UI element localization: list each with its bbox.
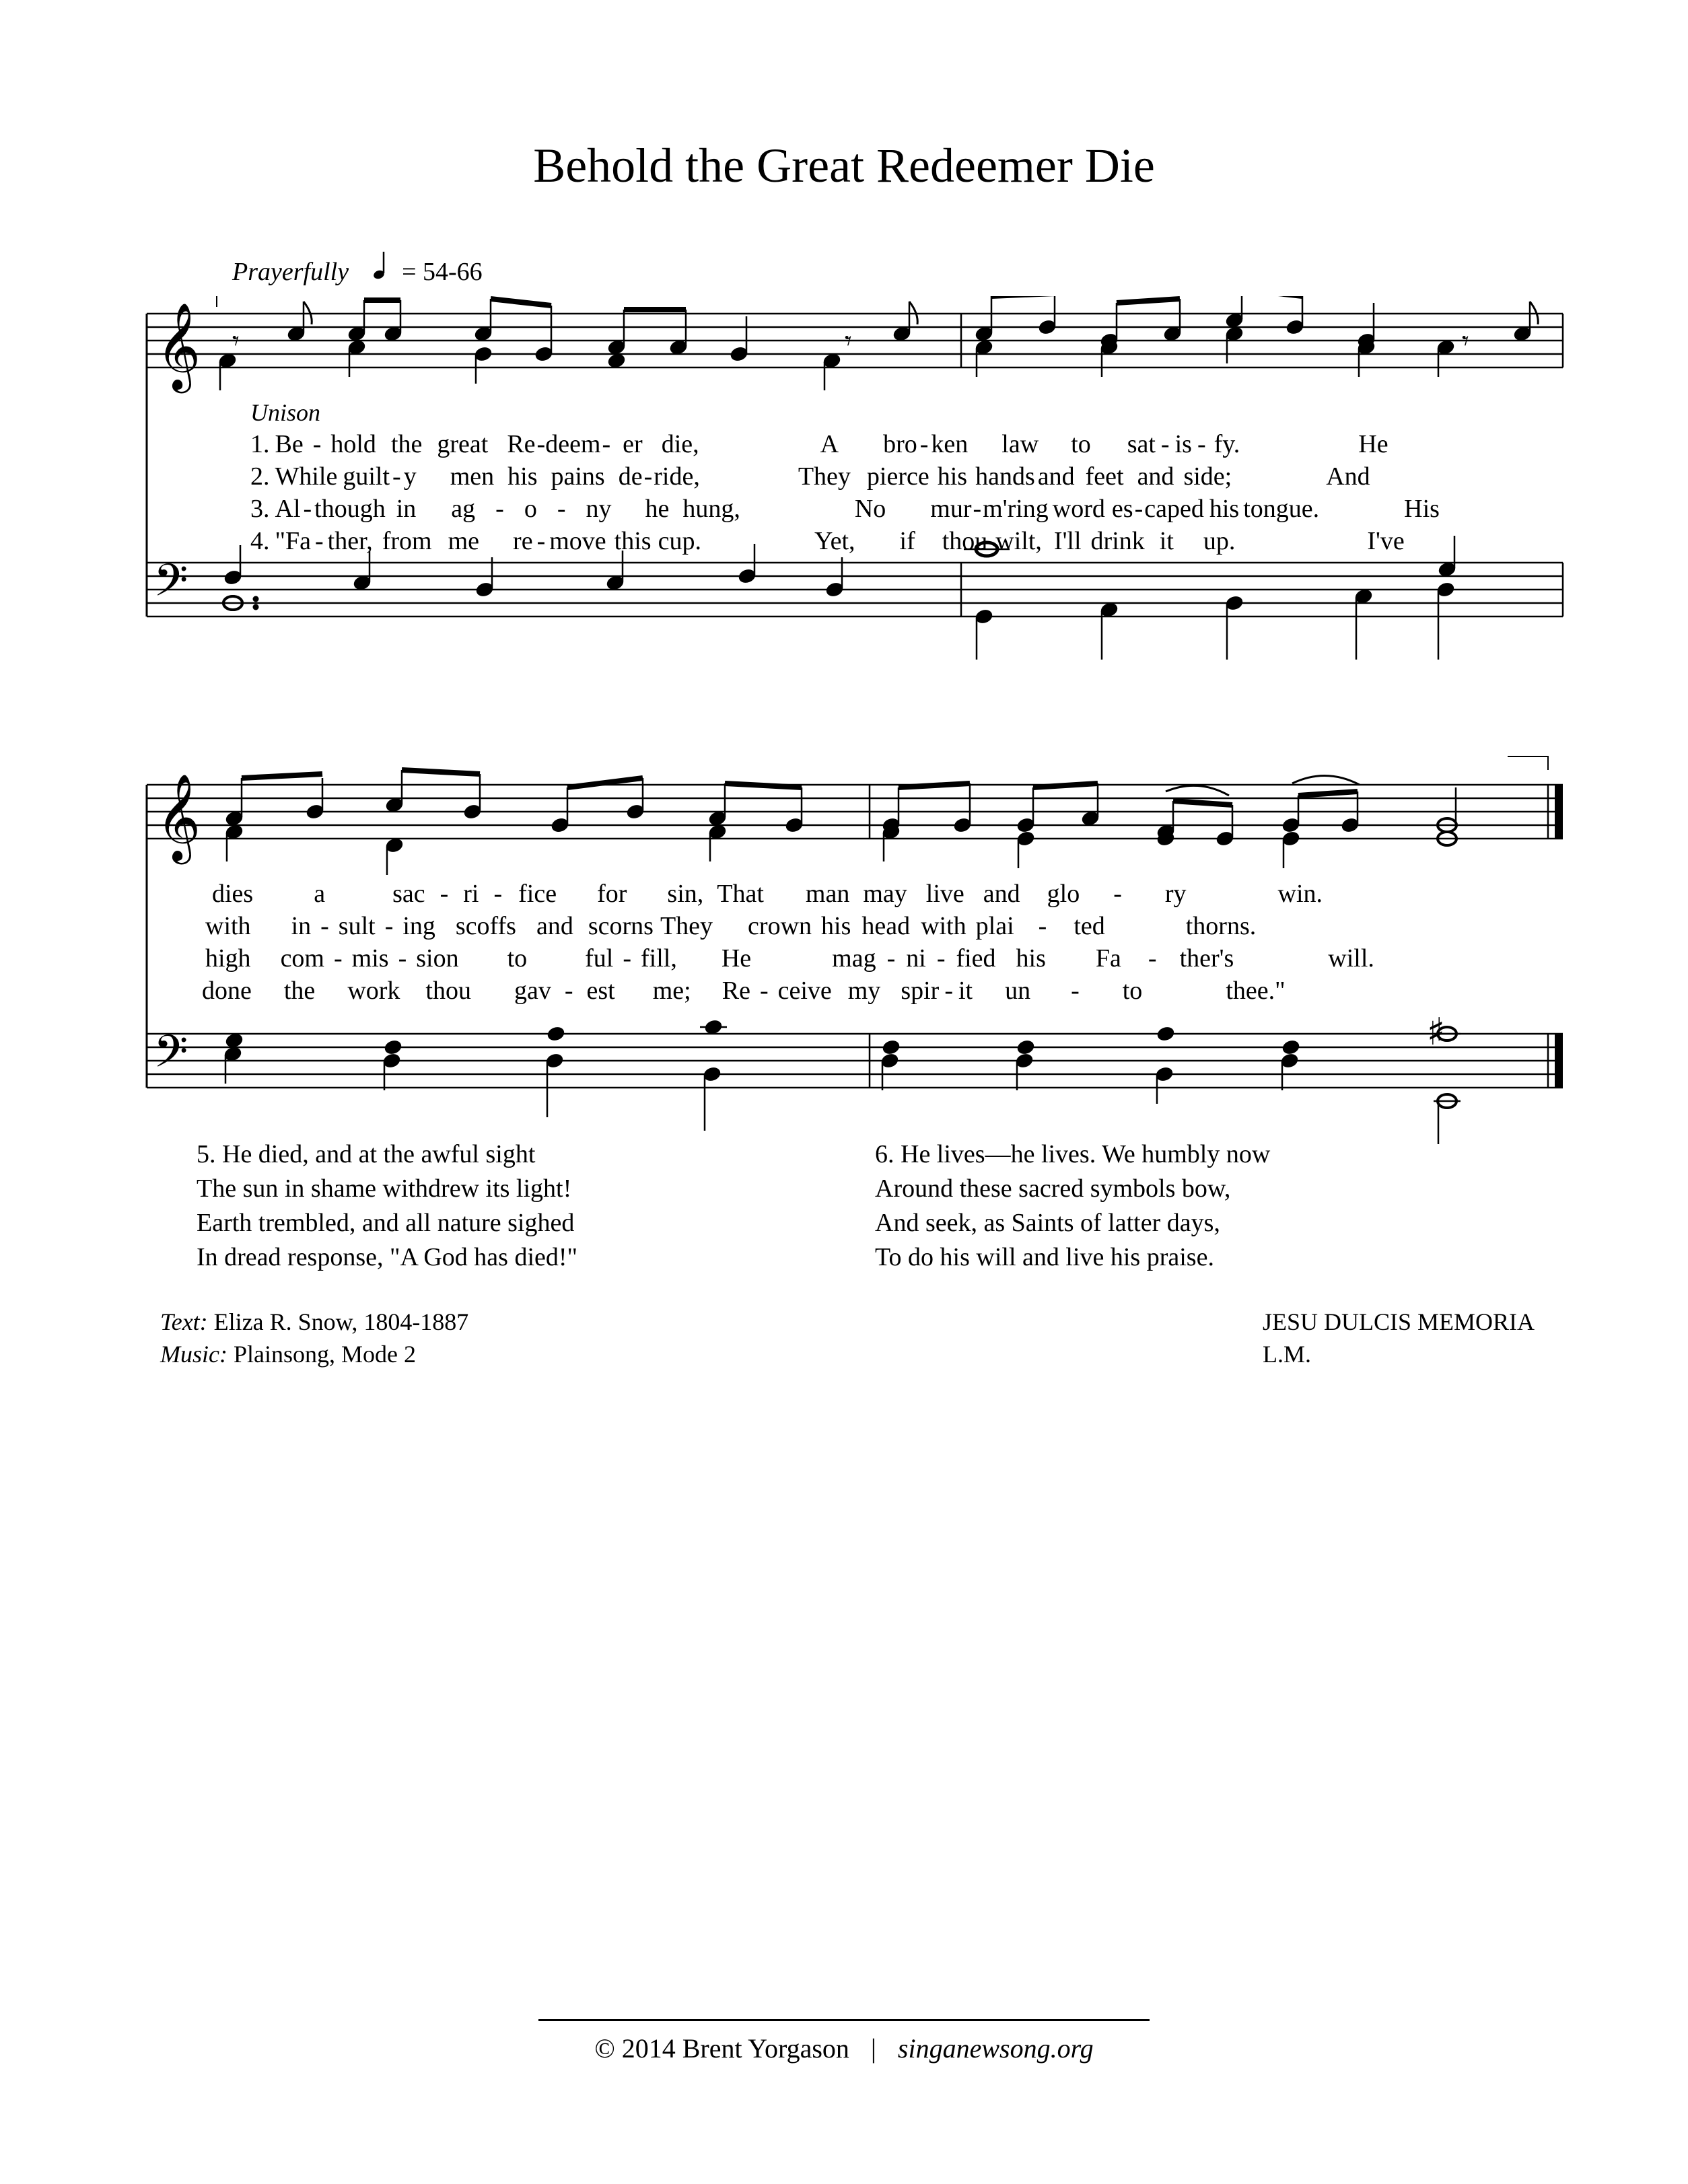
eighth-rest-icon: 𝄾: [1462, 326, 1469, 357]
treble-notes-2: [225, 770, 1456, 875]
treble-clef-icon: 𝄞: [156, 302, 201, 390]
verse-2-line-1: 2. While guilt - y men his pains de-ride, They pierce his hands and feet and side; And: [250, 462, 1370, 491]
text-credit: Text: Eliza R. Snow, 1804-1887: [160, 1308, 469, 1335]
eighth-rest-icon: 𝄾: [232, 326, 240, 357]
footer: [0, 2033, 1688, 2064]
tempo-expression: Prayerfully: [232, 258, 349, 286]
music-credit: Music: Plainsong, Mode 2: [160, 1341, 416, 1368]
treble-staff-1: [147, 314, 1563, 367]
tempo-marking: [232, 250, 483, 287]
verse-6: 6. He lives—he lives. We humbly now Around these sacred symbols bow, And seek, as Saints of latter days, To do his will and live his praise.: [875, 1140, 1271, 1271]
verse-4-line-1: 4. "Fa - ther, from me re - move this cup. Yet, if thou wilt, I'll drink it up. I've: [250, 527, 1405, 555]
treble-clef-icon: 𝄞: [156, 773, 201, 861]
bass-clef-icon: 𝄢: [153, 555, 188, 617]
sharp-icon: ♯: [1427, 1010, 1446, 1054]
treble-notes-1: [218, 296, 1539, 390]
verse-2-line-2: with in - sult - ing scoffs and scorns They crown his head with plai - ted thorns.: [205, 912, 1257, 940]
copyright-text: © 2014 Brent Yorgason: [594, 2033, 849, 2064]
unison-label: Unison: [250, 399, 321, 426]
footer-site-link[interactable]: singanewsong.org: [897, 2033, 1094, 2064]
verse-1-line-2: dies a sac - ri - fice for sin, That man may live and glo - ry win.: [212, 880, 1323, 908]
tune-name: JESU DULCIS MEMORIA: [1263, 1308, 1535, 1335]
verse-3-line-2: high com - mis - sion to ful - fill, He mag - ni - fied his Fa - ther's will.: [205, 944, 1374, 973]
verse-3-line-1: 3. Al - though in ag - o - ny he hung, No mur-m'ring word es-caped his tongue. His: [250, 495, 1440, 523]
bass-staff-2: [147, 1034, 1563, 1088]
verse-4-line-2: done the work thou gav - est me; Re - ceive my spir - it un - to thee.": [202, 977, 1286, 1005]
footer-separator: |: [870, 2033, 876, 2064]
bass-notes-2: [223, 1010, 1461, 1144]
verse-5: 5. He died, and at the awful sight The sun in shame withdrew its light! Earth trembled, and all nature sighed In dread response, "A God has died!": [197, 1140, 578, 1271]
phrase-bracket: [1508, 756, 1548, 770]
footer-rule: [538, 2019, 1150, 2021]
credits-right: [1263, 1306, 1535, 1370]
final-barline-thick: [1555, 785, 1563, 839]
bass-staff-1: [147, 563, 1563, 617]
phrase-bracket: [217, 296, 248, 307]
eighth-rest-icon: 𝄾: [845, 326, 852, 357]
quarter-note-icon: [373, 250, 388, 287]
bass-clef-icon: 𝄢: [153, 1026, 188, 1088]
meter: L.M.: [1263, 1341, 1311, 1368]
credits-left: [160, 1306, 468, 1370]
tempo-value: = 54-66: [402, 258, 483, 286]
verse-1-line-1: 1. Be - hold the great Re-deem- er die, A bro - ken law to sat - is - fy. He: [250, 430, 1388, 458]
hymn-title: Behold the Great Redeemer Die: [533, 139, 1155, 192]
